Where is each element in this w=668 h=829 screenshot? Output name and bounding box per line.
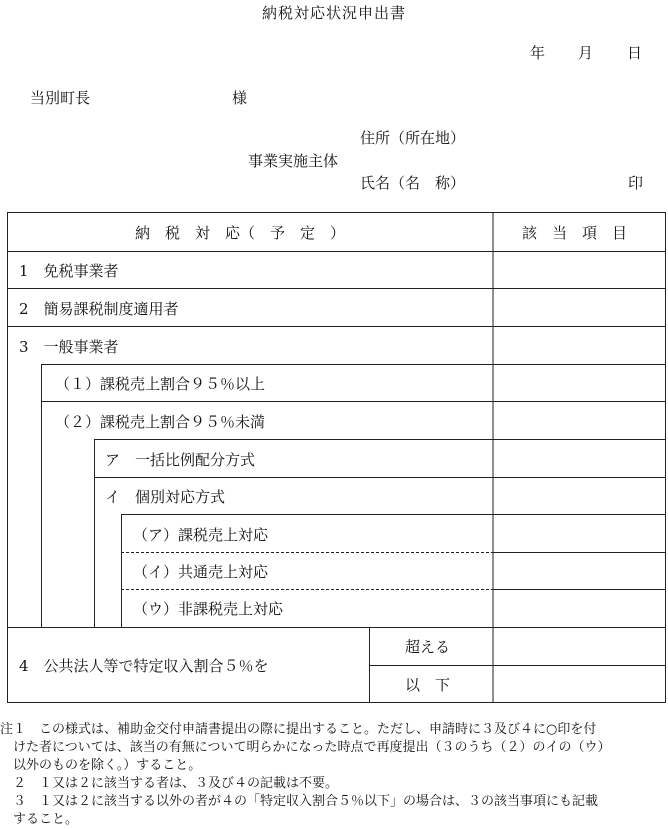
date-month-label: 月 (578, 44, 594, 62)
row-individual-method: イ 個別対応方式 (105, 488, 226, 506)
tax-status-table (7, 212, 666, 703)
row-taxable-ratio-95-under: （２）課税売上割合９５％未満 (55, 413, 266, 431)
name-label: 氏名（名 称） (360, 174, 466, 192)
note-2: ２ １又は２に該当する者は、３及び４の記載は不要。 (13, 776, 339, 791)
honorific: 様 (232, 89, 248, 107)
row-nontaxable-sales: （ウ）非課税売上対応 (133, 600, 284, 618)
row-public-corporation: 4 公共法人等で特定収入割合５％を (19, 657, 269, 675)
note-1-line-3: 以外のものを除く。）すること。 (13, 758, 202, 773)
row-lump-sum-method: ア 一括比例配分方式 (105, 451, 256, 469)
date-day-label: 日 (627, 44, 643, 62)
address-label: 住所（所在地） (360, 129, 466, 147)
entity-label: 事業実施主体 (248, 152, 339, 170)
row-simplified-taxation: 2 簡易課税制度適用者 (19, 300, 179, 318)
note-3-line-1: ３ １又は２に該当する以外の者が４の「特定収入割合５％以下」の場合は、３の該当事項にも記載 (13, 794, 599, 809)
header-tax-response: 納 税 対 応（ 予 定 ） (135, 224, 346, 242)
header-applicable-item: 該 当 項 目 (522, 224, 628, 242)
row-exceeds: 超える (405, 638, 451, 656)
row-common-sales: （イ）共通売上対応 (133, 563, 269, 581)
date-year-label: 年 (530, 44, 546, 62)
note-1-line-2: けた者については、該当の有無について明らかになった時点で再度提出（３のうち（２）のイの（ウ） (13, 740, 611, 755)
row-taxable-ratio-95-over: （１）課税売上割合９５％以上 (55, 375, 266, 393)
seal-mark: 印 (628, 174, 644, 192)
row-taxable-sales: （ア）課税売上対応 (133, 526, 269, 544)
row-at-or-below: 以 下 (405, 676, 451, 694)
note-3-line-2: すること。 (13, 812, 79, 827)
row-general-business: 3 一般事業者 (19, 338, 119, 356)
addressee: 当別町長 (30, 89, 91, 107)
row-exempt-business: 1 免税事業者 (19, 262, 119, 280)
note-1-line-1: 注１ この様式は、補助金交付申請書提出の際に提出すること。ただし、申請時に３及び４に○印を付 (0, 722, 597, 737)
form-title: 納税対応状況申出書 (261, 4, 406, 22)
